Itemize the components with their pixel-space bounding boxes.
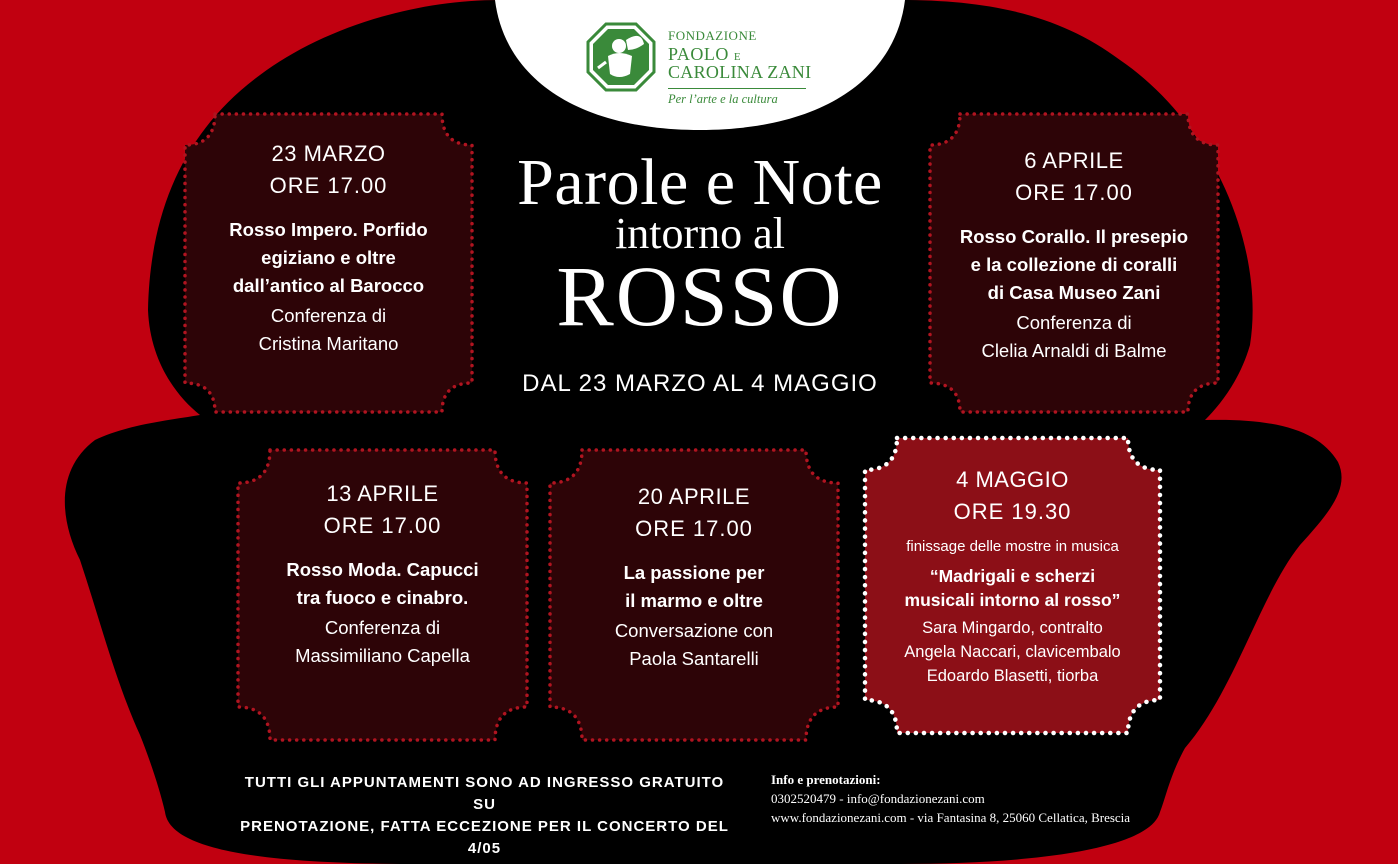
phone-email: 0302520479 - info@fondazionezani.com [771, 791, 985, 806]
free-entry-notice: TUTTI GLI APPUNTAMENTI SONO AD INGRESSO GRATUITO SU PRENOTAZIONE, FATTA ECCEZIONE PER IL CONCERTO DEL 4/05 [240, 774, 729, 857]
event-card-1 [185, 138, 472, 358]
event-performers: Sara Mingardo, contralto Angela Naccari, clavicembalo Edoardo Blasetti, tiorba [904, 619, 1121, 685]
event-date: 23 MARZO [271, 141, 386, 166]
event-card-2 [930, 145, 1218, 365]
contact-info [771, 770, 1130, 827]
event-speaker: Conferenza di Cristina Maritano [258, 305, 399, 354]
event-time: ORE 19.30 [953, 499, 1072, 524]
event-time: ORE 17.00 [635, 516, 753, 541]
event-title-text: Rosso Corallo. Il presepio e la collezione di coralli di Casa Museo Zani [959, 226, 1189, 303]
logo-name-line1: PAOLO E [668, 44, 742, 64]
event-time: ORE 17.00 [1015, 180, 1133, 205]
event-speaker: Conversazione con Paola Santarelli [614, 620, 774, 669]
event-intro: finissage delle mostre in musica [906, 538, 1119, 555]
event-card-4 [550, 481, 838, 673]
event-date: 20 APRILE [637, 484, 751, 509]
event-title [490, 146, 910, 344]
title-line-3: ROSSO [556, 248, 844, 344]
event-time: ORE 17.00 [323, 513, 442, 538]
event-date: 13 APRILE [326, 481, 439, 506]
event-date: 4 MAGGIO [956, 467, 1069, 492]
angel-octagon-logo-icon [586, 22, 656, 92]
event-title-text: Rosso Impero. Porfido egiziano e oltre dall’antico al Barocco [229, 219, 428, 296]
foundation-logo [586, 22, 816, 117]
logo-foundation-label: FONDAZIONE [668, 28, 757, 43]
title-line-1: Parole e Note [517, 146, 883, 219]
event-speaker: Conferenza di Clelia Arnaldi di Balme [981, 312, 1167, 361]
event-speaker: Conferenza di Massimiliano Capella [295, 617, 470, 666]
event-card-3 [238, 478, 527, 670]
logo-name-line2: CAROLINA ZANI [668, 62, 812, 82]
logo-motto: Per l’arte e la cultura [668, 92, 778, 106]
event-title-text: “Madrigali e scherzi musicali intorno al rosso” [904, 566, 1121, 610]
event-title-text: La passione per il marmo e oltre [623, 562, 765, 611]
logo-divider [668, 88, 806, 89]
info-label: Info e prenotazioni: [771, 772, 881, 787]
event-time: ORE 17.00 [269, 173, 388, 198]
event-date: 6 APRILE [1024, 148, 1124, 173]
title-line-2: intorno al [615, 209, 785, 258]
date-range: DAL 23 MARZO AL 4 MAGGIO [522, 370, 878, 397]
event-title-text: Rosso Moda. Capucci tra fuoco e cinabro. [286, 559, 479, 608]
event-card-5 [865, 464, 1160, 688]
web-address: www.fondazionezani.com - via Fantasina 8, 25060 Cellatica, Brescia [771, 810, 1131, 825]
